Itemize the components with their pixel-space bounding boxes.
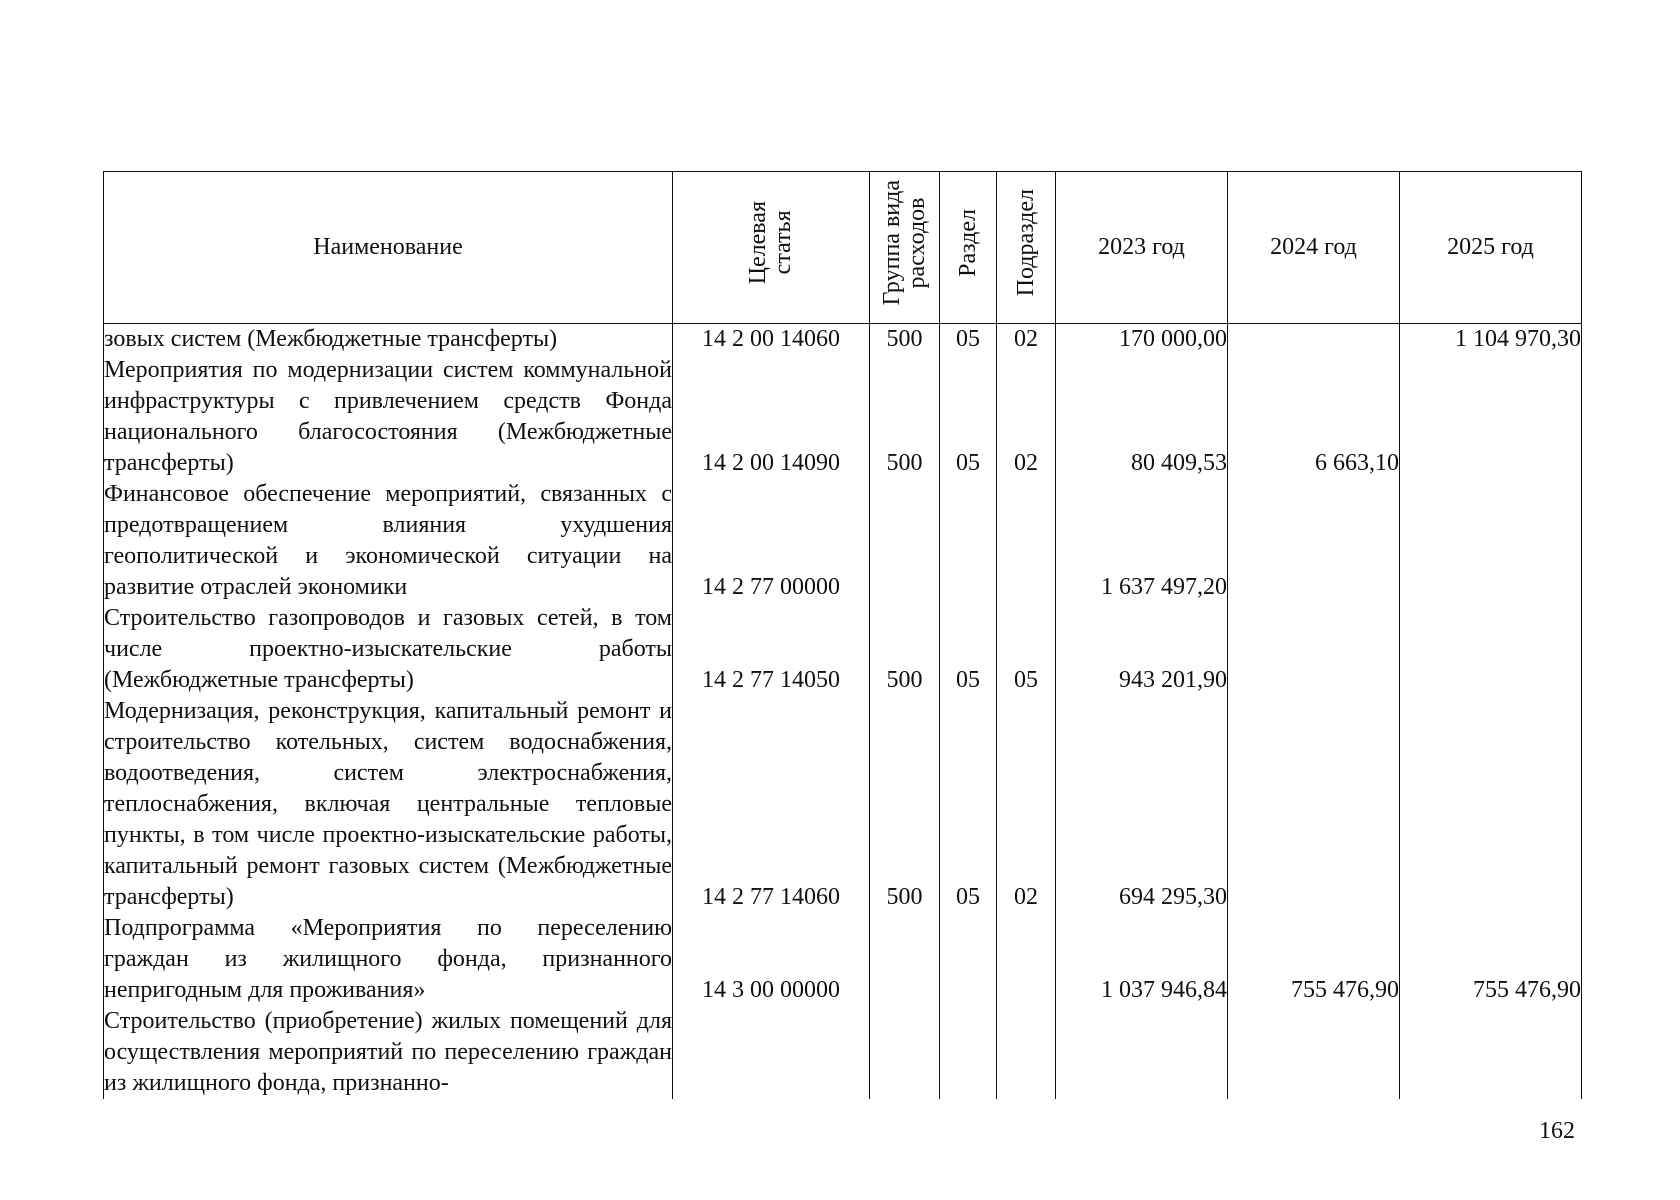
row-expense-group: [870, 913, 940, 1006]
header-subsection: [997, 172, 1056, 324]
header-section: [940, 172, 997, 324]
row-2023: 1 637 497,20: [1056, 479, 1228, 603]
row-2025: 755 476,90: [1400, 913, 1582, 1006]
row-expense-group: 500: [870, 603, 940, 696]
row-2024: 6 663,10: [1228, 355, 1400, 479]
header-2025: 2025 год: [1400, 172, 1582, 324]
row-expense-group: [870, 479, 940, 603]
header-subsection-label: Подраздел: [1012, 189, 1039, 297]
table-row: [104, 355, 1582, 479]
row-section: 05: [940, 324, 997, 356]
row-2023: 943 201,90: [1056, 603, 1228, 696]
row-expense-group: 500: [870, 696, 940, 913]
row-target-article: 14 2 00 14090: [673, 355, 870, 479]
row-subsection: [997, 913, 1056, 1006]
row-2023: 1 037 946,84: [1056, 913, 1228, 1006]
row-target-article: 14 2 00 14060: [673, 324, 870, 356]
row-subsection: 02: [997, 355, 1056, 479]
row-section: [940, 479, 997, 603]
row-target-article: 14 2 77 14060: [673, 696, 870, 913]
header-2023: 2023 год: [1056, 172, 1228, 324]
row-2025: [1400, 479, 1582, 603]
table-row: [104, 603, 1582, 696]
row-expense-group: 500: [870, 324, 940, 356]
row-section: [940, 1006, 997, 1099]
row-expense-group: [870, 1006, 940, 1099]
row-subsection: [997, 479, 1056, 603]
row-2025: [1400, 696, 1582, 913]
row-expense-group: 500: [870, 355, 940, 479]
row-target-article: 14 2 77 14050: [673, 603, 870, 696]
row-2025: [1400, 1006, 1582, 1099]
header-2024: 2024 год: [1228, 172, 1400, 324]
row-2025: 1 104 970,30: [1400, 324, 1582, 356]
row-2023: [1056, 1006, 1228, 1099]
row-name: Мероприятия по модернизации систем коммунальной инфраструктуры с привлечением средств Фонда национального благосостояния (Межбюджетные трансферты): [104, 355, 673, 479]
table-row: [104, 1006, 1582, 1099]
table-row: [104, 913, 1582, 1006]
row-2023: 694 295,30: [1056, 696, 1228, 913]
header-expense-group: [870, 172, 940, 324]
row-2024: [1228, 479, 1400, 603]
row-subsection: 02: [997, 324, 1056, 356]
row-name: Модернизация, реконструкция, капитальный ремонт и строительство котельных, систем водоснабжения, водоотведения, систем электроснабжения, теплоснабжения, включая центральные тепловые пункты, в том числе проектно-изыскательские работы, капитальный ремонт газовых систем (Межбюджетные трансферты): [104, 696, 673, 913]
row-subsection: 02: [997, 696, 1056, 913]
row-name: Финансовое обеспечение мероприятий, связанных с предотвращением влияния ухудшения геополитической и экономической ситуации на развитие отраслей экономики: [104, 479, 673, 603]
header-target-article-label: Целевая статья: [745, 201, 796, 285]
row-2024: [1228, 1006, 1400, 1099]
row-2024: 755 476,90: [1228, 913, 1400, 1006]
row-subsection: [997, 1006, 1056, 1099]
row-section: 05: [940, 355, 997, 479]
page-number: 162: [1539, 1118, 1575, 1144]
row-2023: 80 409,53: [1056, 355, 1228, 479]
row-name: Подпрограмма «Мероприятия по переселению граждан из жилищного фонда, признанного непригодным для проживания»: [104, 913, 673, 1006]
budget-table: [103, 171, 1582, 1099]
header-target-article: [673, 172, 870, 324]
row-2024: [1228, 603, 1400, 696]
row-name: зовых систем (Межбюджетные трансферты): [104, 324, 673, 356]
row-2024: [1228, 324, 1400, 356]
row-name: Строительство газопроводов и газовых сетей, в том числе проектно-изыскательские работы (Межбюджетные трансферты): [104, 603, 673, 696]
row-subsection: 05: [997, 603, 1056, 696]
table-row: [104, 324, 1582, 356]
row-name: Строительство (приобретение) жилых помещений для осуществления мероприятий по переселению граждан из жилищного фонда, признанно-: [104, 1006, 673, 1099]
row-2024: [1228, 696, 1400, 913]
row-target-article: 14 2 77 00000: [673, 479, 870, 603]
header-expense-group-label: Группа вида расходов: [878, 180, 930, 306]
row-section: [940, 913, 997, 1006]
table-row: [104, 696, 1582, 913]
header-section-label: Раздел: [954, 209, 981, 277]
row-section: 05: [940, 603, 997, 696]
row-section: 05: [940, 696, 997, 913]
header-name: Наименование: [104, 172, 673, 324]
row-target-article: [673, 1006, 870, 1099]
row-2025: [1400, 355, 1582, 479]
row-2025: [1400, 603, 1582, 696]
row-2023: 170 000,00: [1056, 324, 1228, 356]
row-target-article: 14 3 00 00000: [673, 913, 870, 1006]
table-row: [104, 479, 1582, 603]
table-header-row: [104, 172, 1582, 324]
